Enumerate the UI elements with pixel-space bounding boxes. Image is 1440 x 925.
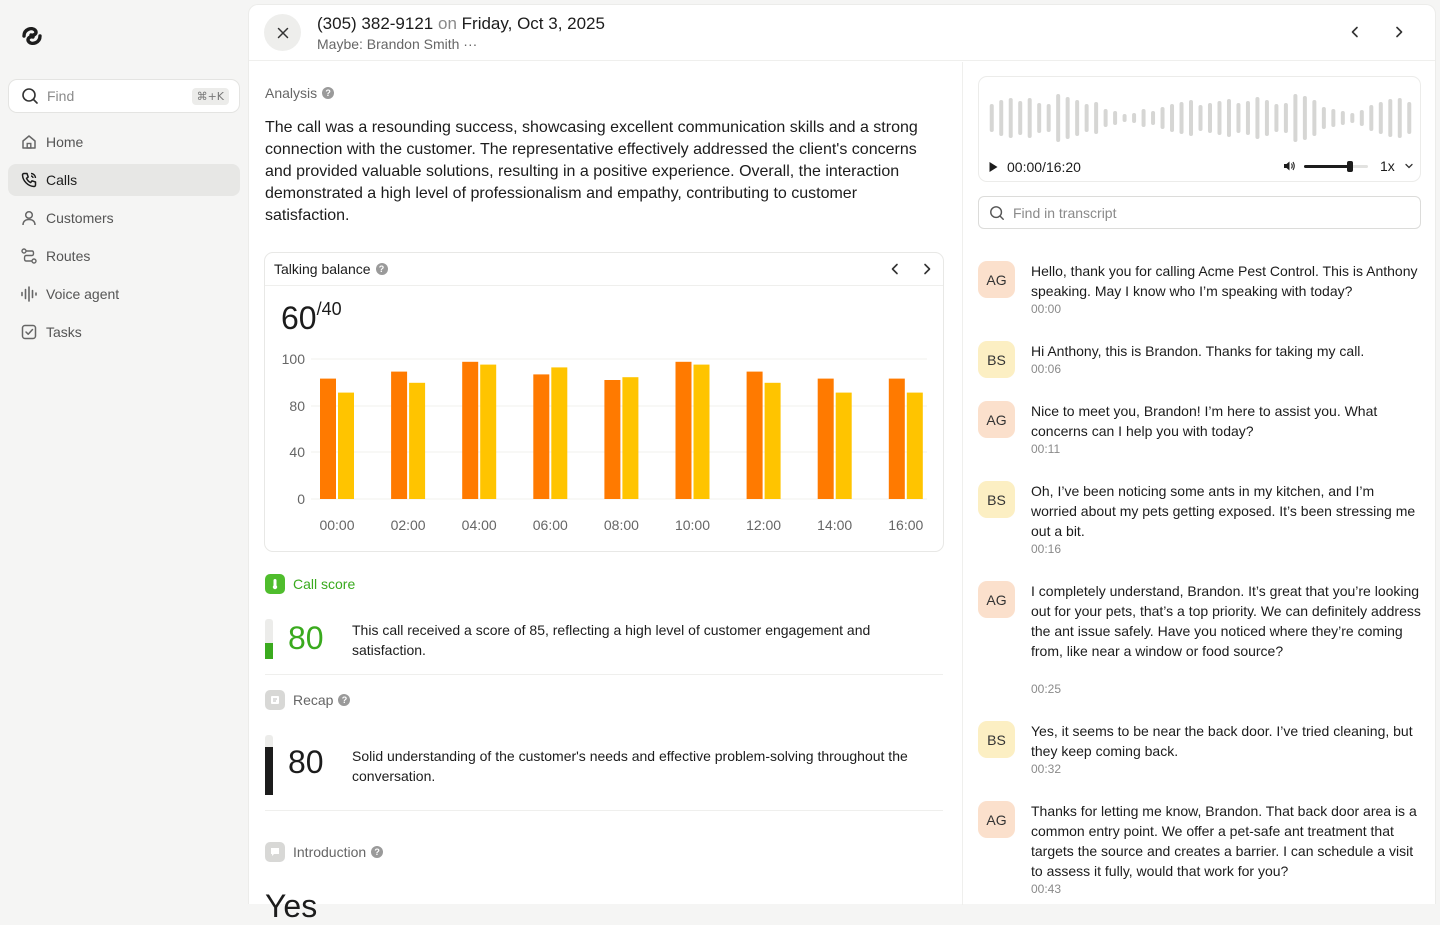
waveform-bar [1303,96,1307,140]
checkbox-icon [20,323,38,341]
sidebar-item-label: Routes [46,248,91,264]
audio-player [978,76,1421,182]
chart-bar [551,367,567,499]
sidebar-item-voice-agent[interactable] [8,278,240,310]
volume-control [1283,160,1368,172]
chart-x-tick-label: 14:00 [817,517,853,533]
chart-bar [409,383,425,499]
chevron-left-icon [890,263,900,275]
route-icon [20,247,38,265]
waveform-bar [1360,110,1364,126]
current-time: 00:00 [1007,159,1043,175]
transcript-message-time[interactable]: 00:06 [1031,362,1062,376]
call-score-bar [265,619,273,659]
play-icon[interactable] [987,161,999,173]
playback-speed-select[interactable] [1380,158,1414,174]
waveform-bar [1407,102,1411,134]
app-logo-icon[interactable] [20,24,44,48]
call-date: Friday, Oct 3, 2025 [461,14,605,33]
chart-x-tick-label: 04:00 [461,517,497,533]
audio-waveform[interactable] [987,87,1414,149]
waveform-bar [1369,105,1373,131]
close-icon [277,27,289,39]
waveform-bar [1255,97,1259,139]
waveform-bar [990,104,994,132]
waveform-bar [1028,98,1032,138]
player-controls [987,157,1414,177]
avatar: BS [978,481,1015,518]
call-insights [249,62,963,924]
chart-bar [391,372,407,499]
call-score-title: Call score [293,576,356,592]
close-button[interactable] [264,14,301,51]
sidebar-item-home[interactable] [8,126,240,158]
waveform-bar [1180,102,1184,134]
analysis-text: The call was a resounding success, showcasing excellent communication skills and a strong connection with the customer. The representative effectively addressed the client's concerns and provided valuable solutions, resulting in a positive experience. Overall, the interaction demonstrated a high level of professionalism and empathy, contributing to customer satisfaction. [265,119,918,224]
transcript-message-text: I completely understand, Brandon. It’s great that you’re looking out for your pets, that’s a top priority. We can definitely address the ant issue safely. Have you noticed where they’re coming from, like near a window or food source? [1031,583,1421,659]
waveform-bar [1341,111,1345,125]
recap-bar-fill [265,747,273,795]
waveform-bar [1227,99,1231,137]
recap-row [265,690,943,811]
sidebar-item-calls[interactable] [8,164,240,196]
avatar: AG [978,801,1015,838]
waveform-bar [1208,103,1212,133]
waveform-bar [1274,104,1278,132]
transcript-search-placeholder: Find in transcript [1013,204,1117,221]
waveform-bar [1189,100,1193,136]
introduction-row [265,842,943,922]
chevron-down-icon [1404,162,1414,170]
find-input[interactable] [8,79,240,113]
thermometer-icon [265,574,285,594]
recap-bar [265,735,273,795]
call-score-label [265,574,355,594]
recap-value: 80 [288,744,324,780]
waveform-bar [1142,109,1146,127]
introduction-label [265,842,383,862]
transcript-message-time[interactable]: 00:16 [1031,542,1062,556]
waveform-bar [1246,101,1250,135]
playback-speed: 1x [1380,158,1395,174]
chart-x-tick-label: 00:00 [319,517,355,533]
sidebar-item-label: Voice agent [46,286,120,302]
call-subtitle[interactable]: Maybe: Brandon Smith ··· [317,36,478,52]
notes-icon [265,690,285,710]
chart-bar [907,393,923,499]
call-detail-panel [248,4,1436,924]
waveform-bar [1151,111,1155,125]
transcript-column [963,62,1437,905]
chart-bar [694,365,710,499]
waveform-bar [1075,100,1079,136]
waveform-bar [1085,104,1089,132]
talking-balance-card [264,252,944,552]
transcript-message-time[interactable]: 00:32 [1031,762,1062,776]
sidebar-nav [8,126,240,354]
recap-label [265,690,350,710]
waveform-bar [1161,107,1165,129]
call-phone: (305) 382-9121 [317,14,434,33]
transcript-message-text: Hello, thank you for calling Acme Pest Control. This is Anthony speaking. May I know who I’m speaking with today? [1031,263,1418,299]
avatar: BS [978,341,1015,378]
waveform-bar [1170,104,1174,132]
volume-handle[interactable] [1347,161,1353,172]
chart-y-tick-label: 100 [281,351,305,367]
chart-bar [818,379,834,499]
recap-description: Solid understanding of the customer's needs and effective problem-solving throughout the conversation. [352,748,908,784]
chart-bar [320,379,336,499]
transcript-message-time[interactable]: 00:11 [1031,442,1061,456]
waveform-bar [1104,109,1108,127]
call-score-description: This call received a score of 85, reflecting a high level of customer engagement and satisfaction. [352,622,871,658]
transcript-message-text: Thanks for letting me know, Brandon. That back door area is a common entry point. We offer a pet-safe ant treatment that targets the source and creates a barrier. I can schedule a visit to assess it fully, would that work for you? [1031,803,1417,879]
waveform-bar [1398,98,1402,138]
chart-bar [889,379,905,499]
waveform-bar [1056,94,1060,142]
playback-time [1007,159,1081,175]
search-icon [989,205,1005,221]
sidebar-item-tasks[interactable] [8,316,240,348]
chart-x-tick-label: 06:00 [532,517,568,533]
sidebar-item-label: Home [46,134,84,150]
volume-fill [1304,165,1352,168]
chart-x-tick-label: 12:00 [746,517,782,533]
help-icon[interactable]: ? [376,263,388,275]
transcript-search-input[interactable] [978,196,1421,229]
volume-slider[interactable] [1304,165,1368,168]
chart-bar [533,374,549,499]
chart-x-tick-label: 10:00 [674,517,711,533]
waveform-bar [1284,103,1288,133]
talking-ratio-main: 60 [281,300,317,336]
introduction-value: Yes [265,888,318,924]
waveform-bar [1388,99,1392,137]
sidebar-item-customers[interactable] [8,202,240,234]
analysis-label-text: Analysis [265,85,318,101]
transcript-message-text: Oh, I’ve been noticing some ants in my kitchen, and I’m worried about my pets getting exposed. It’s been stressing me out a bit. [1031,483,1416,539]
waveform-bar [1293,94,1297,142]
transcript-message-time[interactable]: 00:43 [1031,882,1062,896]
waveform-bar [1265,100,1269,136]
help-icon[interactable]: ? [322,87,334,99]
analysis-label [265,85,334,101]
find-shortcut-badge: ⌘+K [192,88,229,105]
search-icon [21,87,39,105]
avatar: AG [978,401,1015,438]
chart-y-tick-label: 80 [289,398,305,414]
speaker-icon[interactable] [1283,160,1296,172]
chart-bar [604,380,620,499]
chart-bar [480,365,496,499]
chart-x-tick-label: 08:00 [603,517,639,533]
chart-bar [462,362,478,499]
waveform-bar [1123,114,1127,122]
waveform-bar [1094,102,1098,134]
waveform-bar [1113,111,1117,125]
waveform-bar [1018,101,1022,135]
talking-balance-label: Talking balance [274,261,371,277]
call-score-value: 80 [288,620,324,656]
call-header [249,5,1435,61]
call-title [317,14,605,34]
recap-title: Recap [293,692,334,708]
help-icon[interactable]: ? [371,846,383,858]
chart-bar [765,383,781,499]
chart-bar [836,393,852,499]
next-call-button[interactable] [1389,22,1409,42]
transcript-message-time[interactable]: 00:25 [1031,682,1062,696]
call-score-row [265,574,943,675]
previous-call-button[interactable] [1345,22,1365,42]
sidebar-item-label: Calls [46,172,78,188]
chart-bar [676,362,692,499]
chart-x-tick-label: 02:00 [390,517,426,533]
transcript-message-text: Nice to meet you, Brandon! I’m here to assist you. What concerns can I help you with today? [1031,403,1378,439]
talking-balance-chart [265,343,943,543]
user-icon [20,209,38,227]
waveform-bar [1350,113,1354,123]
waveform-bar [1312,100,1316,136]
duration: 16:20 [1045,159,1081,175]
chevron-right-icon [1394,26,1404,38]
chevron-right-icon [922,263,932,275]
chart-bar [338,393,354,499]
waveform-bar [1199,105,1203,131]
talking-balance-header [265,253,943,286]
waveform-bar [1379,102,1383,134]
introduction-title: Introduction [293,844,367,860]
waveform-bar [1331,109,1335,127]
transcript-message-time[interactable]: 00:00 [1031,302,1062,316]
call-score-bar-fill [265,643,273,659]
avatar: AG [978,261,1015,298]
sidebar [0,0,248,900]
chart-y-tick-label: 40 [289,444,305,460]
chart-next-button[interactable] [918,260,936,278]
phone-icon [20,171,38,189]
waveform-bar [1236,103,1240,133]
chat-bubble-icon [265,842,285,862]
chart-y-tick-label: 0 [297,491,305,507]
waveform-bar [999,100,1003,136]
chevron-left-icon [1350,26,1360,38]
sidebar-item-label: Customers [46,210,114,226]
waveform-bar [1217,101,1221,135]
waveform-bar [1009,98,1013,138]
sidebar-item-routes[interactable] [8,240,240,272]
avatar: BS [978,721,1015,758]
talking-ratio-sup: /40 [316,299,342,319]
transcript-message-text: Yes, it seems to be near the back door. I’ve tried cleaning, but they keep coming back. [1031,723,1413,759]
waveform-bar [1132,113,1136,123]
sidebar-item-label: Tasks [46,324,82,340]
time-separator: / [1042,159,1046,175]
waveform-bar [1037,103,1041,133]
waveform-bar [1066,97,1070,139]
chart-bar [747,372,763,499]
help-icon[interactable]: ? [338,694,350,706]
talking-ratio [281,299,342,337]
transcript-message-text: Hi Anthony, this is Brandon. Thanks for taking my call. [1031,343,1365,359]
call-on-text: on [438,14,457,33]
avatar: AG [978,581,1015,618]
home-icon [20,133,38,151]
chart-prev-button[interactable] [886,260,904,278]
waveform-icon [20,285,38,303]
chart-bar [622,377,638,499]
waveform-bar [1047,104,1051,132]
find-placeholder: Find [47,88,75,104]
waveform-bar [1322,107,1326,129]
chart-x-tick-label: 16:00 [888,517,924,533]
